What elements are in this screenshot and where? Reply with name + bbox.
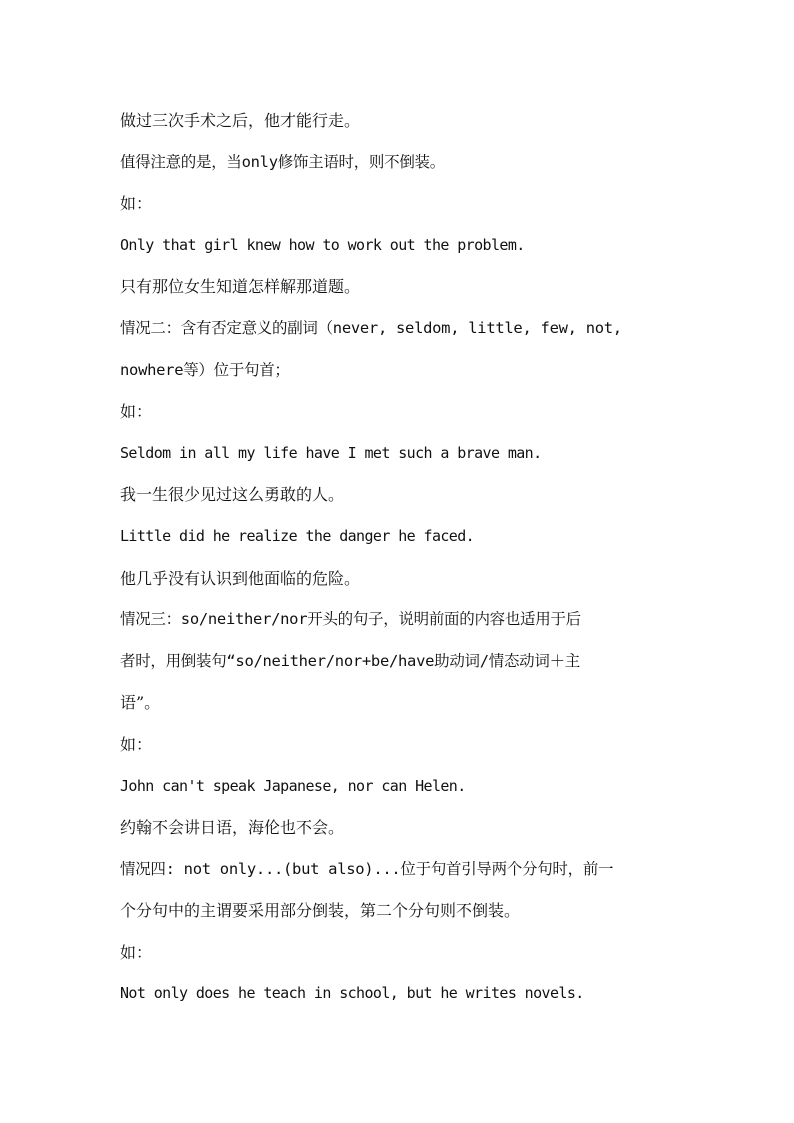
- english-example: Only that girl knew how to work out the problem.: [120, 235, 525, 254]
- case-heading: 情况四: not only...(but also)...位于句首引导两个分句时，前一: [120, 859, 614, 878]
- english-example: John can't speak Japanese, nor can Helen.: [120, 776, 466, 795]
- document-body: [120, 100, 680, 1015]
- text-line: 者时，用倒装句“so/neither/nor+be/have助动词/情态动词＋主: [120, 651, 580, 670]
- english-example: Little did he realize the danger he faced.: [120, 526, 475, 545]
- example-label: 如：: [120, 402, 153, 422]
- text-line: nowhere等）位于句首；: [120, 360, 290, 379]
- chinese-translation: 我一生很少见过这么勇敢的人。: [120, 485, 345, 505]
- case-heading: 情况二：含有否定意义的副词（never, seldom, little, few, not,: [120, 318, 622, 337]
- chinese-translation: 约翰不会讲日语，海伦也不会。: [120, 818, 345, 838]
- english-example: Seldom in all my life have I met such a brave man.: [120, 443, 542, 462]
- example-label: 如：: [120, 734, 153, 754]
- chinese-translation: 只有那位女生知道怎样解那道题。: [120, 277, 361, 297]
- text-line: 个分句中的主谓要采用部分倒装，第二个分句则不倒装。: [120, 901, 521, 921]
- case-heading: 情况三：so/neither/nor开头的句子，说明前面的内容也适用于后: [120, 610, 581, 629]
- text-line: 值得注意的是，当only修饰主语时，则不倒装。: [120, 152, 445, 171]
- english-example: Not only does he teach in school, but he writes novels.: [120, 984, 584, 1003]
- example-label: 如：: [120, 942, 153, 962]
- text-line: 做过三次手术之后，他才能行走。: [120, 111, 361, 130]
- text-line: 语”。: [120, 693, 161, 713]
- example-label: 如：: [120, 194, 153, 214]
- chinese-translation: 他几乎没有认识到他面临的危险。: [120, 568, 361, 588]
